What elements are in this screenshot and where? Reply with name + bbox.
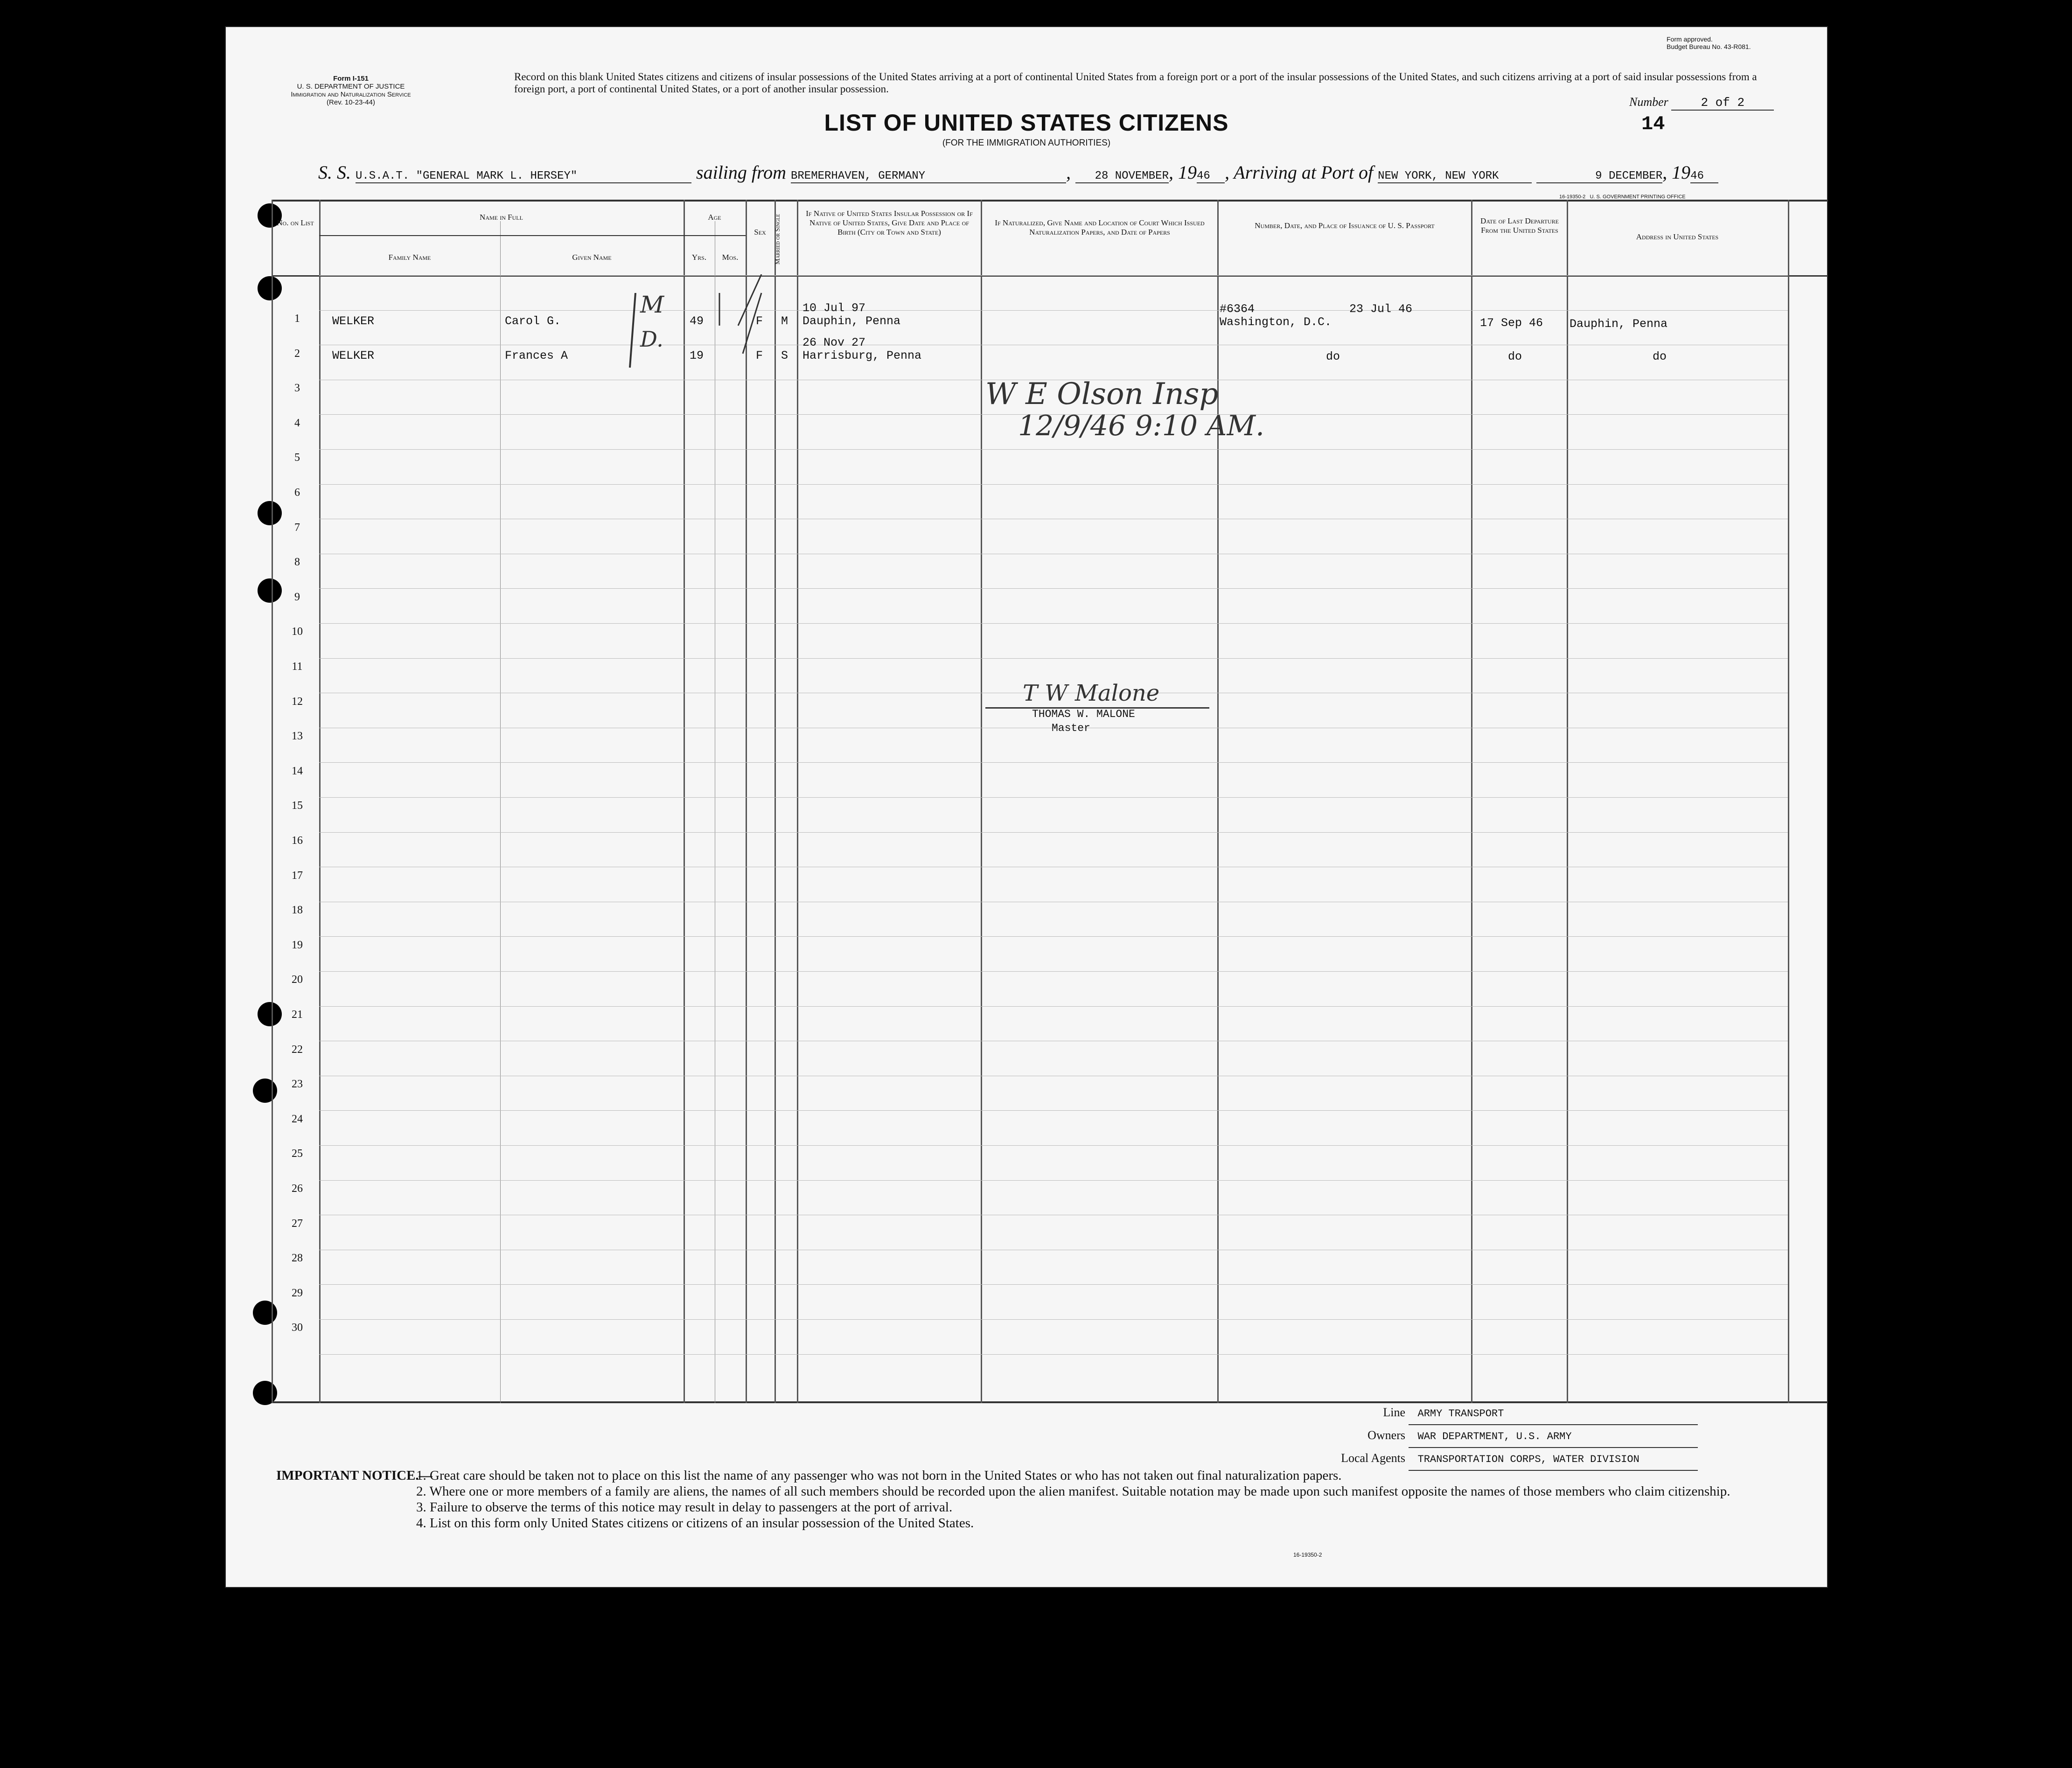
row-number: 24	[292, 1113, 303, 1125]
row-rule	[319, 310, 1788, 311]
row2-address: do	[1653, 350, 1667, 363]
notice-item-4: 4. List on this form only United States citizens or citizens of an insular possession of the United States.	[416, 1516, 974, 1531]
row1-address: Dauphin, Penna	[1570, 317, 1668, 331]
master-signature: T W Malone	[1023, 680, 1160, 706]
arrive-year: 46	[1690, 170, 1718, 183]
row1-family: WELKER	[332, 314, 375, 328]
row-rule	[319, 1354, 1788, 1355]
number-label: Number	[1629, 95, 1668, 109]
row-number: 17	[292, 869, 303, 882]
row-number: 7	[294, 521, 300, 534]
row-rule	[319, 623, 1788, 624]
col-header-age: Age	[708, 213, 721, 222]
notice-item-3: 3. Failure to observe the terms of this notice may result in delay to passengers at the port of arrival.	[416, 1500, 953, 1515]
row1-passport-date: 23 Jul 46	[1349, 302, 1413, 316]
ship-name: U.S.A.T. "GENERAL MARK L. HERSEY"	[356, 170, 691, 183]
row-number: 30	[292, 1322, 303, 1334]
master-title: Master	[1052, 722, 1090, 734]
col-header-departure: Date of Last Departure From the United States	[1480, 216, 1559, 235]
row-number: 12	[292, 695, 303, 708]
row-rule	[319, 449, 1788, 450]
voyage-line: S. S. U.S.A.T. "GENERAL MARK L. HERSEY" sailing from BREMERHAVEN, GERMANY , 28 NOVEMBER, 1946 , Arriving at Port of NEW YORK, NEW YORK 9 DECEMBER, 1946	[318, 161, 1821, 189]
depart-year: 46	[1197, 170, 1225, 183]
row-number: 11	[292, 661, 303, 673]
row2-yrs: 19	[690, 349, 704, 362]
notice-heading: IMPORTANT NOTICE.—	[276, 1468, 433, 1483]
master-name: THOMAS W. MALONE	[1032, 708, 1135, 720]
row-rule	[319, 936, 1788, 937]
row-rule	[319, 588, 1788, 589]
col-header-no: No. on List	[277, 218, 314, 227]
page-stamp: 14	[1641, 113, 1665, 135]
row2-birth-date: 26 Nov 27	[802, 336, 866, 349]
col-header-yrs: Yrs.	[691, 253, 707, 262]
col-header-given: Given Name	[572, 253, 612, 262]
manifest-table	[272, 200, 1828, 1403]
row2-sex: F	[756, 349, 763, 362]
row-number: 15	[292, 800, 303, 812]
col-header-address: Address in United States	[1636, 232, 1719, 241]
col-header-sex: Sex	[754, 228, 766, 237]
row-number: 23	[292, 1078, 303, 1091]
row-rule	[319, 658, 1788, 659]
row-rule	[319, 1145, 1788, 1146]
inspector-note: W E Olson Insp	[985, 377, 1219, 411]
row-number: 9	[294, 591, 300, 603]
approval-line1: Form approved.	[1667, 35, 1713, 43]
arrive-date: 9 DECEMBER	[1536, 170, 1662, 183]
row1-given: Carol G.	[505, 314, 561, 328]
agency-block	[281, 75, 421, 106]
col-header-mos: Mos.	[722, 253, 739, 262]
port-from: BREMERHAVEN, GERMANY	[791, 170, 1066, 183]
row-rule	[319, 832, 1788, 833]
col-header-name: Name in Full	[480, 213, 523, 222]
intro-text: Record on this blank United States citizens and citizens of insular possessions of the United States arriving at a port of continental United States from a foreign port or a port of the insular possessions of the United States, and such citizens arriving at a port of said insular possessions from a foreign port, a port of continental United States, or a port of another insular possession.	[514, 71, 1757, 95]
row-rule	[319, 1284, 1788, 1285]
row-number: 13	[292, 730, 303, 743]
row1-birth-place: Dauphin, Penna	[802, 314, 901, 328]
row-number: 21	[292, 1009, 303, 1021]
row-number: 26	[292, 1183, 303, 1195]
handwritten-mark-1: M	[640, 291, 664, 318]
printing-office: U. S. GOVERNMENT PRINTING OFFICE	[1590, 194, 1686, 200]
notice-item-2: 2. Where one or more members of a family are aliens, the names of all such members should be recorded upon the alien manifest. Suitable notation may be made upon such manifest opposite the names of those members who claim citizenship.	[416, 1484, 1730, 1499]
row-number: 28	[292, 1252, 303, 1265]
service-name: Immigration and Naturalization Service	[291, 90, 411, 98]
col-header-married: Married or Single	[774, 214, 781, 265]
row-rule	[319, 971, 1788, 972]
row-number: 10	[292, 626, 303, 638]
row2-departure: do	[1508, 350, 1522, 363]
owners-value: WAR DEPARTMENT, U.S. ARMY	[1409, 1427, 1698, 1448]
row1-passport-place: Washington, D.C.	[1220, 315, 1332, 329]
col-header-passport: Number, Date, and Place of Issuance of U. S. Passport	[1255, 221, 1435, 230]
form-subtitle: (FOR THE IMMIGRATION AUTHORITIES)	[942, 138, 1111, 148]
col-header-native: If Native of United States Insular Possession or If Native of United States, Give Date and Place of Birth (City or Town and State)	[806, 209, 973, 237]
row-number: 29	[292, 1287, 303, 1299]
row-rule	[319, 1110, 1788, 1111]
row-number: 18	[292, 904, 303, 917]
col-header-naturalized: If Naturalized, Give Name and Location of Court Which Issued Naturalization Papers, and Date of Papers	[995, 218, 1205, 237]
form-number: Form I-151	[333, 75, 369, 83]
owners-label: Owners	[1367, 1428, 1405, 1442]
line-label: Line	[1383, 1406, 1405, 1419]
inspector-date: 12/9/46 9:10 AM.	[1018, 410, 1265, 442]
row2-birth-place: Harrisburg, Penna	[802, 349, 922, 362]
row1-departure: 17 Sep 46	[1480, 316, 1543, 330]
approval-block	[1667, 35, 1807, 50]
agency-name: U. S. DEPARTMENT OF JUSTICE	[297, 83, 405, 90]
depart-date: 28 NOVEMBER	[1075, 170, 1169, 183]
row2-ms: S	[781, 349, 788, 362]
row-number: 8	[294, 556, 300, 569]
row-number: 25	[292, 1148, 303, 1160]
depart-year-prefix: 19	[1178, 162, 1197, 183]
row-number: 4	[294, 417, 300, 429]
row-rule	[319, 797, 1788, 798]
row-number: 2	[294, 347, 300, 360]
approval-line2: Budget Bureau No. 43-R081.	[1667, 43, 1751, 50]
row-number: 1	[294, 313, 300, 325]
bottom-form-code: 16-19350-2	[1293, 1552, 1322, 1558]
row1-yrs: 49	[690, 314, 704, 328]
line-value: ARMY TRANSPORT	[1409, 1404, 1698, 1425]
arriving-label: Arriving at Port of	[1234, 162, 1374, 183]
row-rule	[319, 484, 1788, 485]
agents-label: Local Agents	[1341, 1451, 1405, 1465]
row-number: 19	[292, 939, 303, 951]
form-code: 16-19350-2	[1559, 194, 1586, 200]
row2-passport-place: do	[1326, 350, 1340, 363]
port-to: NEW YORK, NEW YORK	[1378, 170, 1532, 183]
row-rule	[319, 275, 1788, 276]
manifest-sheet	[225, 26, 1828, 1588]
col-header-family: Family Name	[388, 253, 431, 262]
notice-list	[416, 1468, 1765, 1531]
row1-birth-date: 10 Jul 97	[802, 301, 866, 315]
form-title: LIST OF UNITED STATES CITIZENS	[824, 110, 1229, 136]
row-number: 20	[292, 974, 303, 986]
row-number: 5	[294, 452, 300, 464]
sailing-label: sailing from	[696, 162, 786, 183]
agents-value: TRANSPORTATION CORPS, WATER DIVISION	[1409, 1449, 1698, 1471]
row-number: 6	[294, 487, 300, 499]
number-value: 2 of 2	[1671, 96, 1774, 111]
row1-sex: F	[756, 314, 763, 328]
row-number: 22	[292, 1043, 303, 1056]
arrive-year-prefix: 19	[1672, 162, 1691, 183]
printing-office-line	[1559, 194, 1686, 200]
row-rule	[319, 1006, 1788, 1007]
row-number: 14	[292, 765, 303, 777]
form-revision: (Rev. 10-23-44)	[327, 98, 375, 106]
number-field	[1629, 95, 1774, 111]
row2-given: Frances A	[505, 349, 568, 362]
row-number: 16	[292, 835, 303, 847]
notice-item-1: 1. Great care should be taken not to place on this list the name of any passenger who was not born in the United States or who has not taken out final naturalization papers.	[416, 1468, 1342, 1483]
row1-passport-no: #6364	[1220, 302, 1255, 316]
row-rule	[319, 1180, 1788, 1181]
ss-label: S. S.	[318, 162, 351, 183]
handwritten-check-marks	[691, 274, 785, 358]
row-number: 3	[294, 382, 300, 395]
row2-family: WELKER	[332, 349, 375, 362]
owners-block	[1331, 1402, 1797, 1471]
handwritten-mark-2: D.	[640, 327, 663, 352]
row-number: 27	[292, 1217, 303, 1230]
row-rule	[319, 1319, 1788, 1320]
row-rule	[319, 762, 1788, 763]
row1-ms: M	[781, 314, 788, 328]
